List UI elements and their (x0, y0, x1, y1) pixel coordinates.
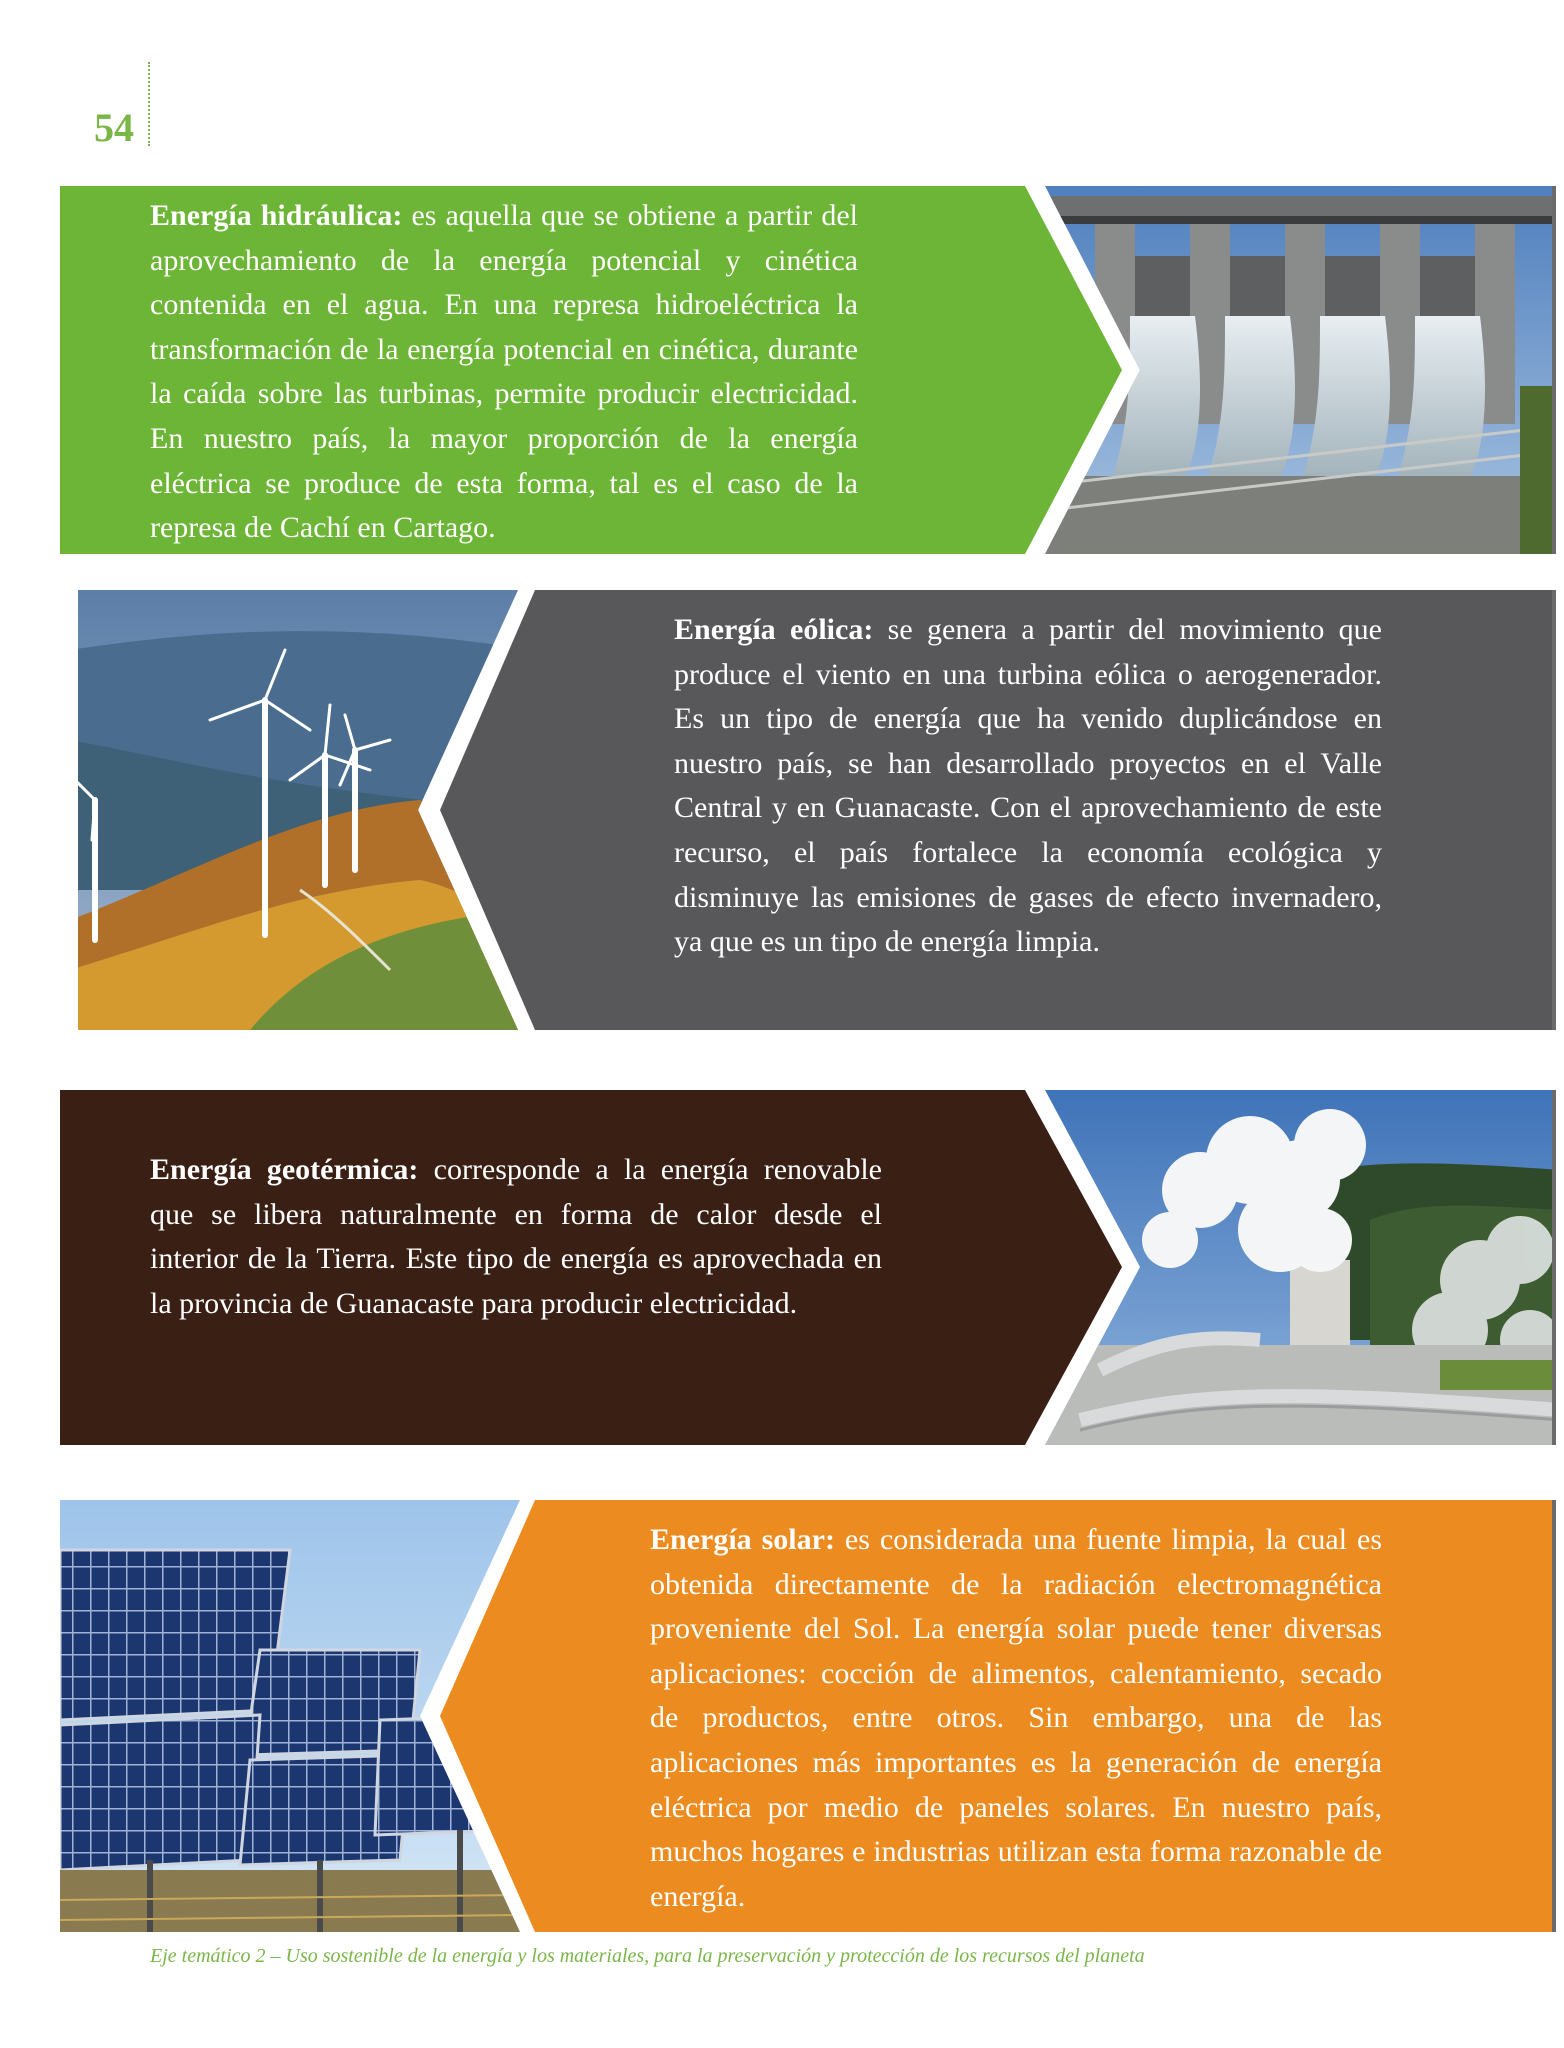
hidraulica-term: Energía hidráulica: (150, 199, 403, 232)
hidraulica-body: es aquella que se obtiene a partir del aprovechamiento de la energía potencial y cinética contenida en el agua. En una represa hidroeléctrica la transformación de la energía potencial en cinética, durante la caída sobre las turbinas, permite producir electricidad. En nuestro país, la mayor proporción de la energía eléctrica se produce de esta forma, tal es el caso de la represa de Cachí en Cartago. (150, 199, 858, 545)
hidraulica-text (150, 194, 858, 551)
page-number-divider (148, 62, 150, 146)
section-solar (0, 1500, 1564, 1932)
section-eolica (0, 590, 1564, 1030)
geotermica-term: Energía geotérmica: (150, 1153, 419, 1186)
solar-text (650, 1518, 1382, 1919)
solar-term: Energía solar: (650, 1523, 835, 1556)
geotermica-body: corresponde a la energía renovable que se libera naturalmente en forma de calor desde el interior de la Tierra. Este tipo de energía es aprovechada en la provincia de Guanacaste para producir electricidad. (150, 1153, 882, 1320)
eolica-term: Energía eólica: (674, 613, 874, 646)
geotermica-text (150, 1148, 882, 1326)
section-hidraulica (0, 186, 1564, 554)
page-number: 54 (94, 105, 134, 150)
eolica-text (674, 608, 1382, 965)
solar-body: es considerada una fuente limpia, la cual es obtenida directamente de la radiación electromagnética proveniente del Sol. La energía solar puede tener diversas aplicaciones: cocción de alimentos, calentamiento, secado de productos, entre otros. Sin embargo, una de las aplicaciones más importantes es la generación de energía eléctrica por medio de paneles solares. En nuestro país, muchos hogares e industrias utilizan esta forma razonable de energía. (650, 1523, 1382, 1913)
eolica-body: se genera a partir del movimiento que produce el viento en una turbina eólica o aerogenerador. Es un tipo de energía que ha venido duplicándose en nuestro país, se han desarrollado proyectos en el Valle Central y en Guanacaste. Con el aprovechamiento de este recurso, el país fortalece la economía ecológica y disminuye las emisiones de gases de efecto invernadero, ya que es un tipo de energía limpia. (674, 613, 1382, 959)
page-footer: Eje temático 2 – Uso sostenible de la energía y los materiales, para la preservación y protección de los recursos del planeta (150, 1945, 1145, 1967)
section-geotermica (0, 1090, 1564, 1445)
